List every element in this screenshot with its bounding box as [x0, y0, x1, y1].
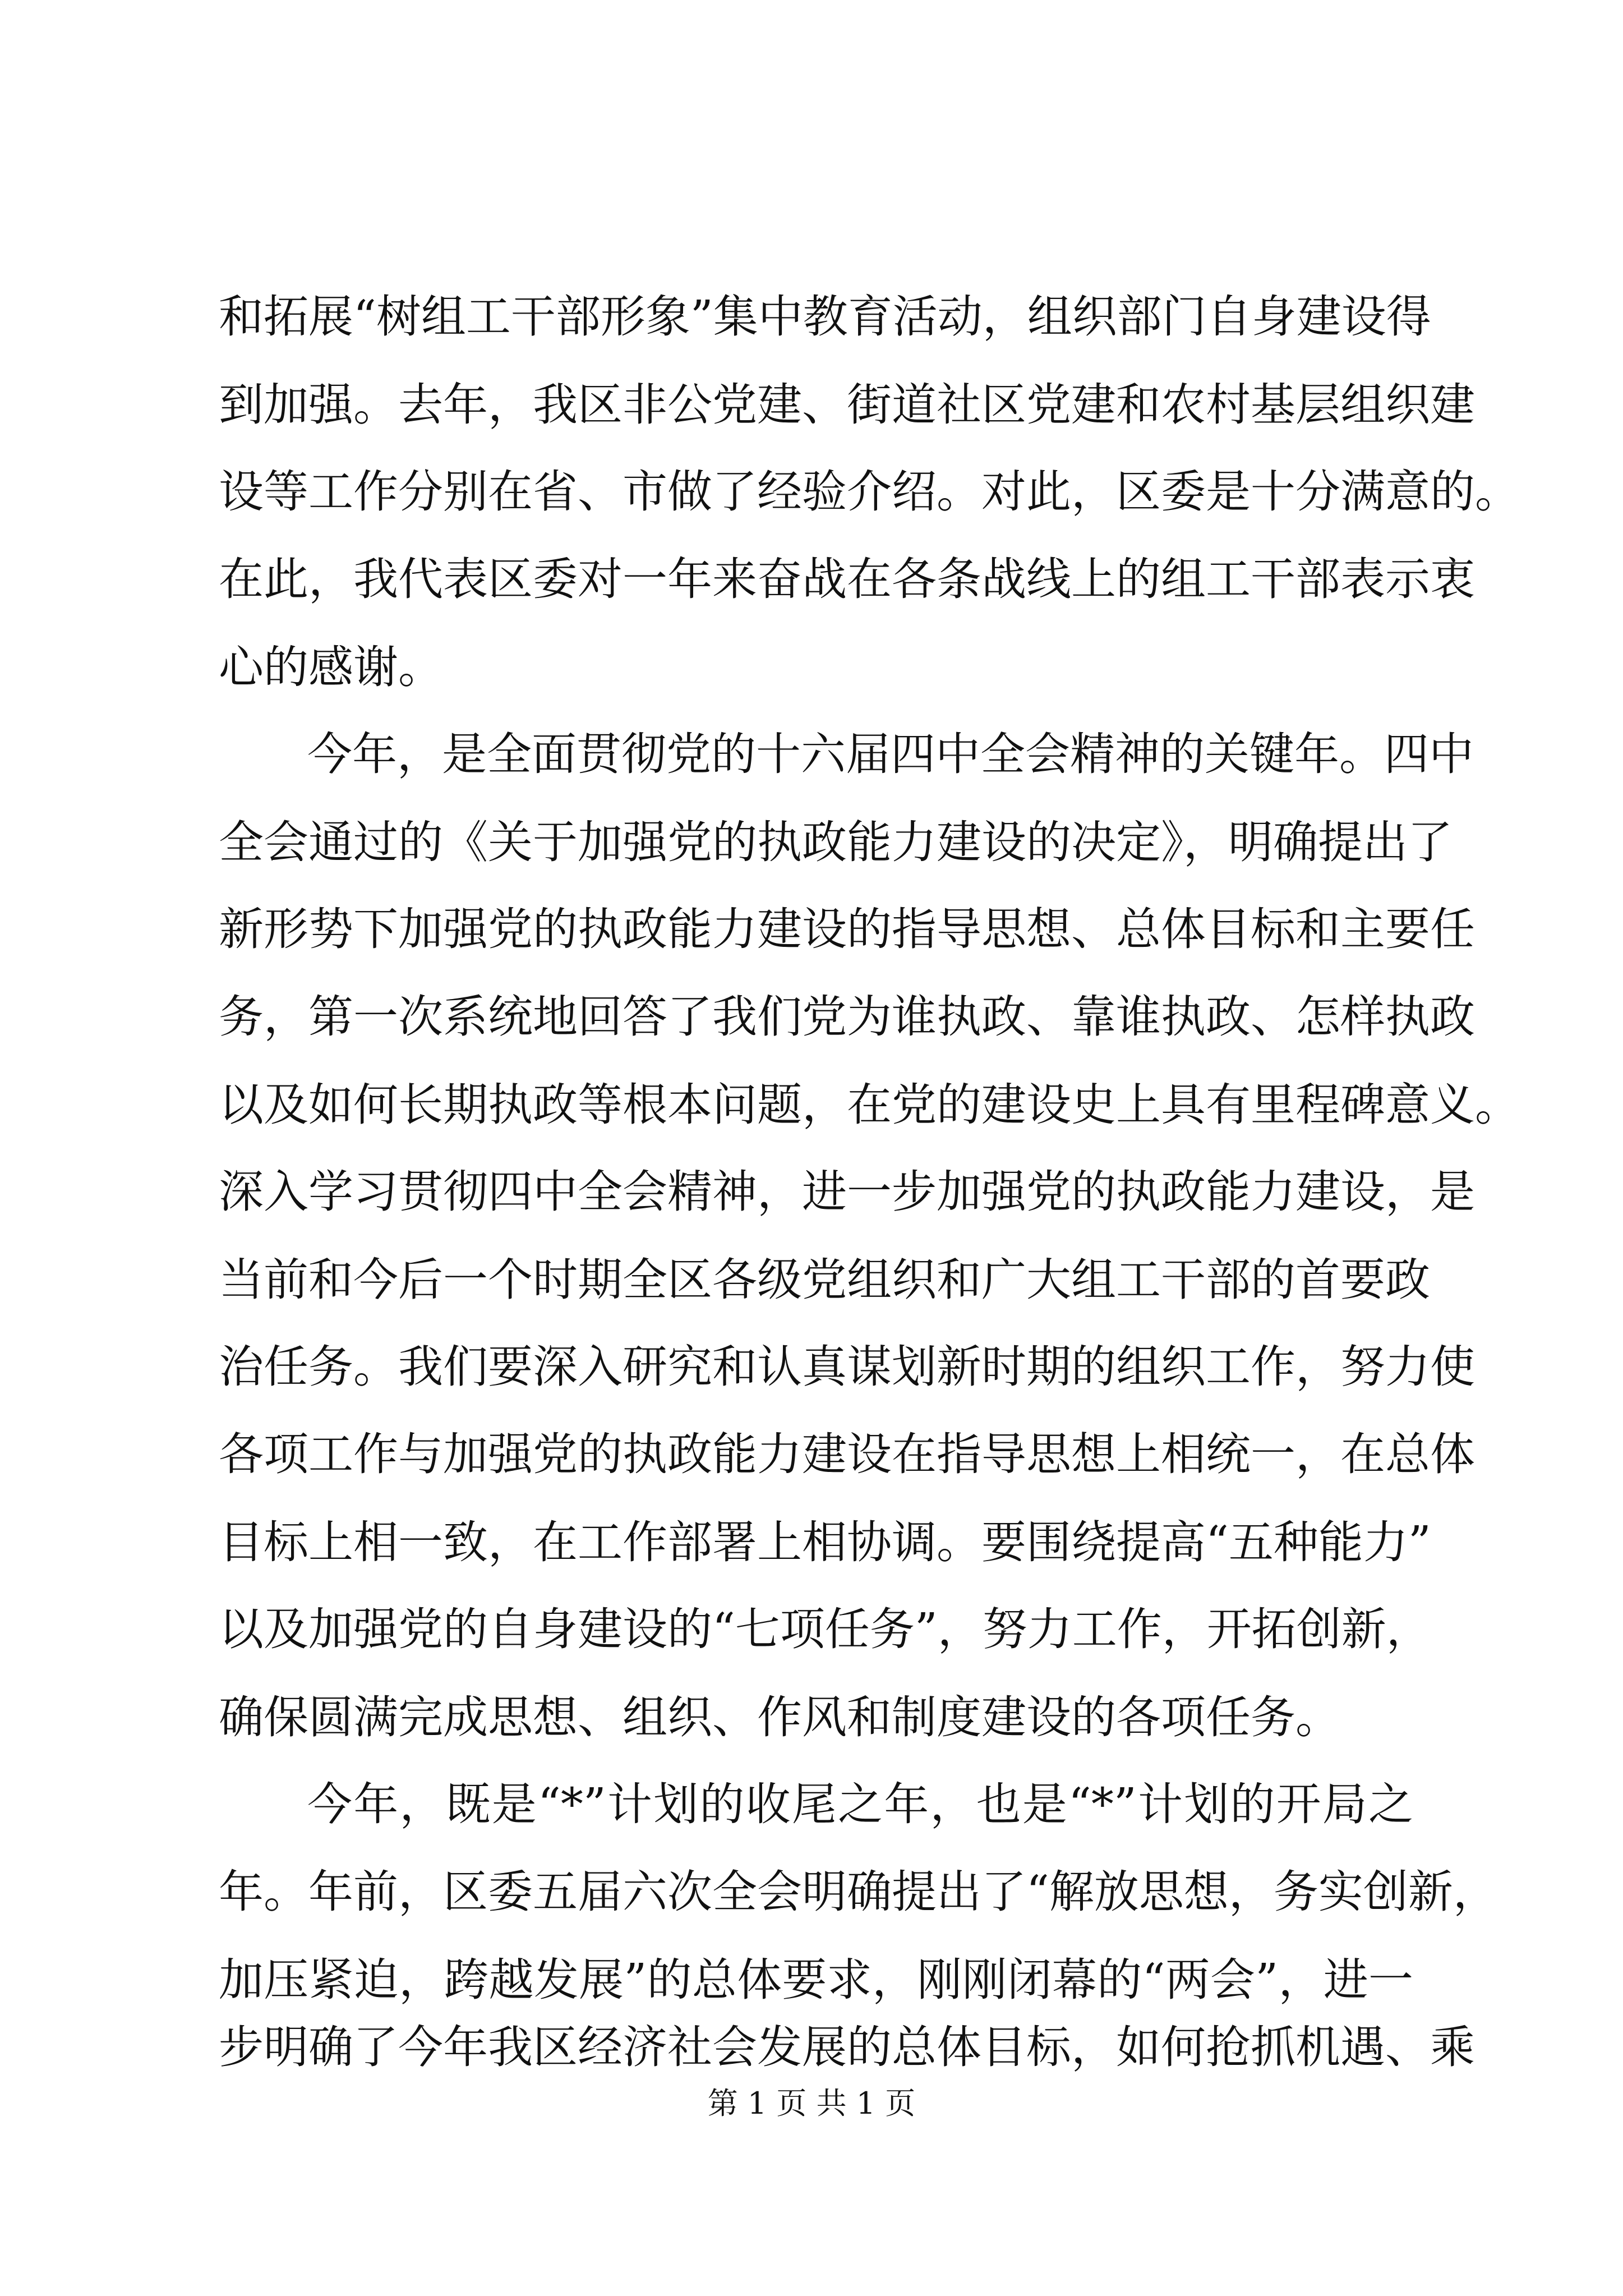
paragraph-line: 以及如何长期执政等根本问题，在党的建设史上具有里程碑意义。: [219, 1079, 1520, 1131]
paragraph-line: 和拓展“树组工干部形象”集中教育活动，组织部门自身建设得: [219, 291, 1431, 343]
paragraph-line: 今年，是全面贯彻党的十六届四中全会精神的关键年。四中: [307, 728, 1474, 780]
page-footer: 第 1 页 共 1 页: [707, 2086, 916, 2121]
paragraph-line: 新形势下加强党的执政能力建设的指导思想、总体目标和主要任: [219, 903, 1475, 955]
paragraph-line: 务，第一次系统地回答了我们党为谁执政、靠谁执政、怎样执政: [219, 991, 1475, 1043]
paragraph-line: 深入学习贯彻四中全会精神，进一步加强党的执政能力建设，是: [219, 1166, 1475, 1218]
paragraph-line: 在此，我代表区委对一年来奋战在各条战线上的组工干部表示衷: [219, 553, 1475, 605]
paragraph-line: 各项工作与加强党的执政能力建设在指导思想上相统一，在总体: [219, 1428, 1475, 1480]
paragraph-line: 年。年前，区委五届六次全会明确提出了“解放思想，务实创新，: [219, 1866, 1498, 1918]
paragraph-line: 心的感谢。: [219, 641, 443, 693]
paragraph-line: 治任务。我们要深入研究和认真谋划新时期的组织工作，努力使: [219, 1341, 1475, 1393]
paragraph-line: 今年，既是“*”计划的收尾之年，也是“*”计划的开局之: [307, 1778, 1413, 1830]
paragraph-line: 全会通过的《关于加强党的执政能力建设的决定》，明确提出了: [219, 816, 1453, 868]
paragraph-line: 到加强。去年，我区非公党建、街道社区党建和农村基层组织建: [219, 379, 1475, 431]
paragraph-line: 当前和今后一个时期全区各级党组织和广大组工干部的首要政: [219, 1254, 1430, 1306]
paragraph-line: 确保圆满完成思想、组织、作风和制度建设的各项任务。: [219, 1691, 1340, 1743]
paragraph-line: 设等工作分别在省、市做了经验介绍。对此，区委是十分满意的。: [219, 466, 1520, 518]
paragraph-line: 以及加强党的自身建设的“七项任务”，努力工作，开拓创新，: [219, 1603, 1431, 1655]
paragraph-line: 步明确了今年我区经济社会发展的总体目标，如何抢抓机遇、乘: [219, 2021, 1475, 2073]
paragraph-line: 加压紧迫，跨越发展”的总体要求，刚刚闭幕的“两会”，进一: [219, 1954, 1413, 2006]
paragraph-line: 目标上相一致，在工作部署上相协调。要围绕提高“五种能力”: [219, 1516, 1431, 1568]
